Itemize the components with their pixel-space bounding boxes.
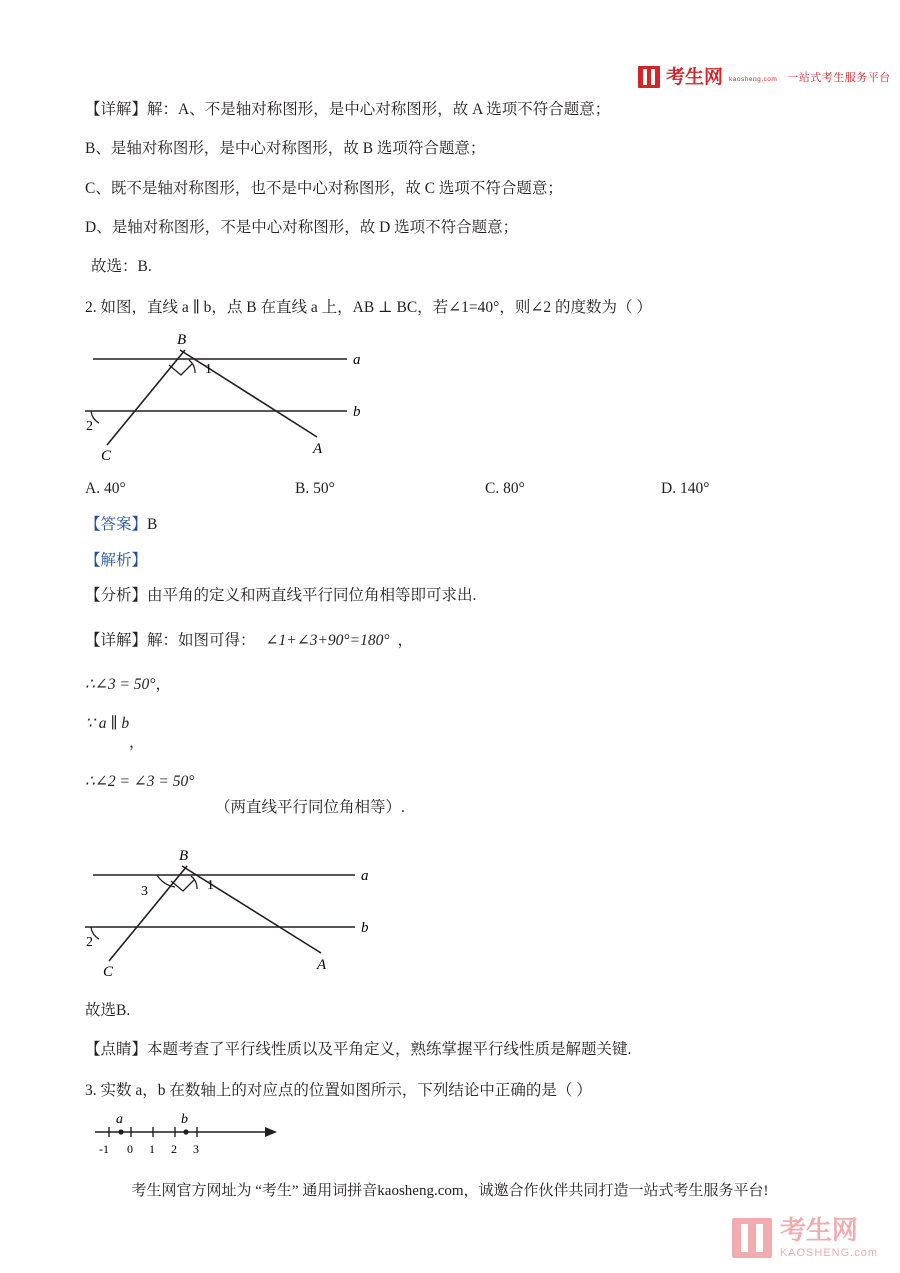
tick-label-1: 1 [149,1142,155,1157]
tick-label-3: 3 [193,1142,199,1157]
q2-answer-label: 【答案】 [85,516,148,534]
q1-answer-line: 故选：B. [91,258,152,275]
logo-domain-text: kaosheng.com [729,75,778,83]
logo-mark-icon [638,66,660,88]
q2-figure-1-svg [85,327,445,467]
q1-detail-line-3: C、既不是轴对称图形，也不是中心对称图形，故 C 选项不符合题意； [85,179,563,197]
q2-choice-a-key: A. [85,480,101,498]
logo-text: 考生网 [666,66,724,88]
page-footer: 考生网官方网址为 “考生” 通用词拼音kaosheng.com，诚邀合作伙伴共同打造一站式考生服务平台! [131,1183,769,1199]
page-watermark [732,1217,878,1259]
label-line-b: b [361,919,369,936]
label-line-a: a [353,352,361,369]
q2-insight-label: 【点睛】 [85,1041,148,1059]
q2-eq-4-row [85,770,815,793]
q2-eq-2: ∴∠3 = 50° [85,675,156,693]
tick-label-2: 2 [171,1142,177,1157]
q3-stem: 3. 实数 a，b 在数轴上的对应点的位置如图所示，下列结论中正确的是（ ） [85,1082,592,1100]
q2-choice-b-key: B. [295,480,310,498]
q2-choice-d[interactable] [661,480,709,498]
q2-eq-4-note: （两直线平行同位角相等）. [215,798,405,816]
q2-analysis-label: 【分析】 [85,587,148,605]
q1-detail-line-1: 【详解】解：A、不是轴对称图形，是中心对称图形，故 A 选项不符合题意； [85,101,611,118]
logo-tagline: 一站式考生服务平台 [787,72,891,84]
q2-answer [85,512,815,534]
q2-choice-b[interactable] [295,480,485,498]
q2-answer-value: B [147,516,158,534]
label-C: C [101,448,112,465]
tick-label-neg1: -1 [99,1142,109,1157]
q2-choice-b-value: 50° [313,480,335,498]
label-line-b: b [353,404,361,421]
label-angle-2: 2 [86,934,93,950]
q2-stem: 2. 如图，直线 a ∥ b，点 B 在直线 a 上，AB ⊥ BC，若∠1=40°，则∠2 的度数为（ ） [85,299,652,317]
q2-eq-4: ∴∠2 = ∠3 = 50° [85,773,195,791]
watermark-domain: KAOSHENG.com [779,1247,878,1259]
document-content [85,98,815,1171]
label-B: B [177,332,187,349]
q1-detail-line-4: D、是轴对称图形，不是中心对称图形，故 D 选项不符合题意； [85,218,519,236]
label-point-a: a [116,1112,123,1128]
q2-choice-a-value: 40° [103,480,126,498]
q2-figure-2 [85,841,815,991]
watermark-mark-icon [732,1218,772,1258]
q3-numberline-svg [85,1112,305,1158]
label-C: C [103,963,114,980]
q2-eq-3: ∵ a ∥ b [85,714,130,732]
q2-detail [85,629,815,652]
tick-label-0: 0 [127,1142,133,1157]
label-line-a: a [361,867,369,884]
q2-choice-c-key: C. [485,480,500,498]
q2-eq-1-tail: ， [397,632,414,650]
q2-figure-2-svg [85,841,465,986]
q2-choices [85,480,815,498]
q2-choice-d-key: D. [661,480,677,498]
label-angle-2: 2 [86,419,93,435]
q2-choice-a[interactable] [85,480,295,498]
q1-detail-line-2: B、是轴对称图形，是中心对称图形，故 B 选项符合题意； [85,140,486,158]
q2-eq-2-row [85,673,815,696]
q2-analysis-header: 【解析】 [85,552,148,570]
q2-figure-1 [85,327,815,472]
label-A: A [313,441,323,458]
watermark-text: 考生网 [779,1215,858,1245]
label-angle-1: 1 [207,877,214,893]
label-angle-3: 3 [141,883,148,899]
q2-eq-2-tail: ， [155,675,172,693]
q2-choice-c[interactable] [485,480,661,498]
q2-insight-text: 本题考查了平行线性质以及平角定义，熟练掌握平行线性质是解题关键. [147,1041,632,1059]
point-a-dot [118,1129,123,1134]
q2-choice-d-value: 140° [679,480,710,498]
q3-numberline-figure [85,1112,815,1163]
q2-eq-1: ∠1+∠3+90°=180° [265,632,390,650]
q2-detail-label: 【详解】 [85,632,148,650]
site-logo [638,66,891,88]
label-angle-1: 1 [205,362,212,378]
q2-analysis-text: 由平角的定义和两直线平行同位角相等即可求出. [147,587,477,605]
q2-choice-c-value: 80° [503,480,525,498]
point-b-dot [183,1129,188,1134]
q2-conclusion: 故选B. [85,1001,131,1019]
q2-eq-3-tail: ， [129,734,145,752]
label-B: B [179,847,189,864]
q2-insight [85,1038,815,1061]
label-point-b: b [181,1112,188,1128]
label-A: A [317,956,327,973]
q2-detail-text: 解：如图可得： [147,632,256,650]
q2-analysis [85,584,815,607]
